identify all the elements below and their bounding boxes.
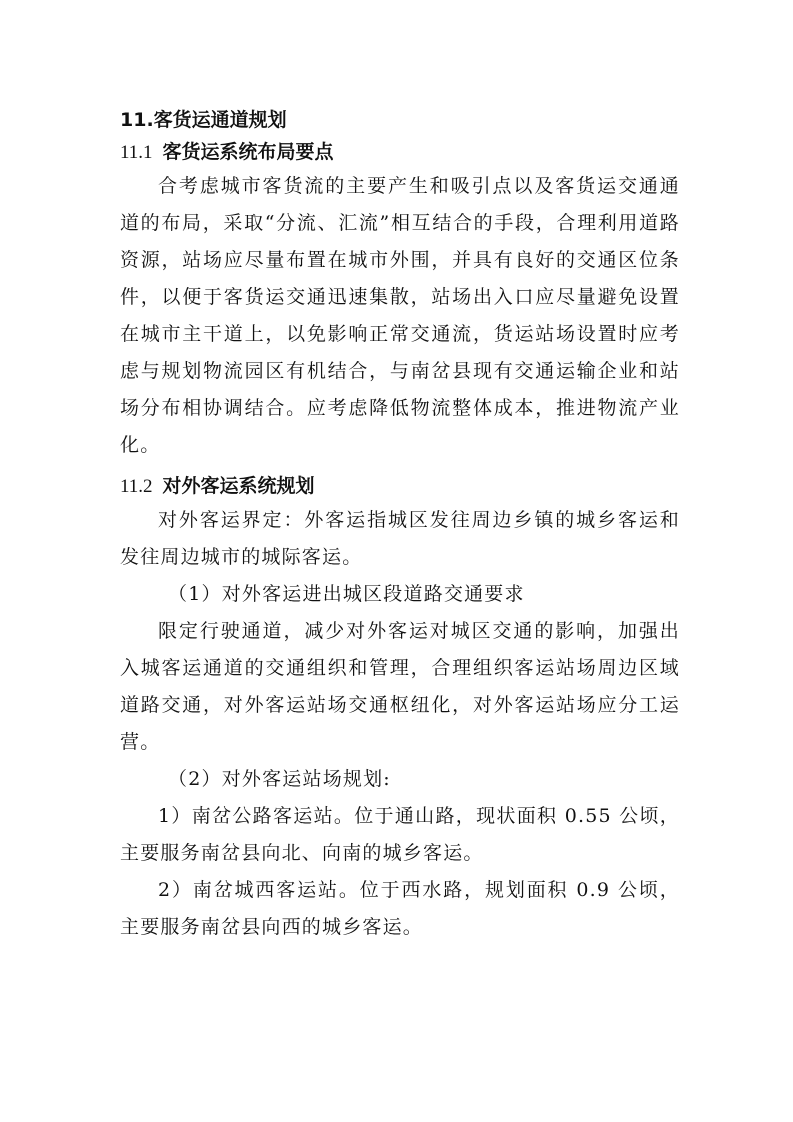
paragraph-traffic-requirements: 限定行驶通道，减少对外客运对城区交通的影响，加强出入城客运通道的交通组织和管理，合理组织客运站场周边区域道路交通，对外客运站场交通枢纽化，对外客运站场应分工运营。 — [120, 620, 680, 753]
subsection-title: 客货运系统布局要点 — [162, 141, 334, 163]
subsection-title: 对外客运系统规划 — [162, 475, 315, 497]
document-body — [120, 104, 680, 946]
paragraph-station-1: 1）南岔公路客运站。位于通山路，现状面积 0.55 公顷，主要服务南岔县向北、向南的城乡客运。 — [120, 805, 680, 864]
list-item-heading-2: （2）对外客运站场规划: — [168, 768, 391, 790]
subsection-heading-11-2 — [120, 470, 680, 502]
subsection-number: 11.1 — [120, 142, 153, 163]
section-heading: 11.客货运通道规划 — [120, 109, 287, 131]
list-item-heading-1: （1）对外客运进出城区段道路交通要求 — [168, 583, 525, 605]
subsection-heading-11-1 — [120, 136, 680, 168]
paragraph-layout-principles: 合考虑城市客货流的主要产生和吸引点以及客货运交通通道的布局，采取“分流、汇流”相互结合的手段，合理利用道路资源，站场应尽量布置在城市外围，并具有良好的交通区位条件，以便于客货运交通迅速集散，站场出入口应尽量避免设置在城市主干道上，以免影响正常交通流，货运站场设置时应考虑与规划物流园区有机结合，与南岔县现有交通运输企业和站场分布相协调结合。应考虑降低物流整体成本，推进物流产业化。 — [120, 175, 680, 456]
paragraph-station-2: 2）南岔城西客运站。位于西水路，规划面积 0.9 公顷，主要服务南岔县向西的城乡客运。 — [120, 879, 680, 938]
subsection-number: 11.2 — [120, 476, 153, 497]
paragraph-definition: 对外客运界定：外客运指城区发往周边乡镇的城乡客运和发往周边城市的城际客运。 — [120, 509, 680, 568]
